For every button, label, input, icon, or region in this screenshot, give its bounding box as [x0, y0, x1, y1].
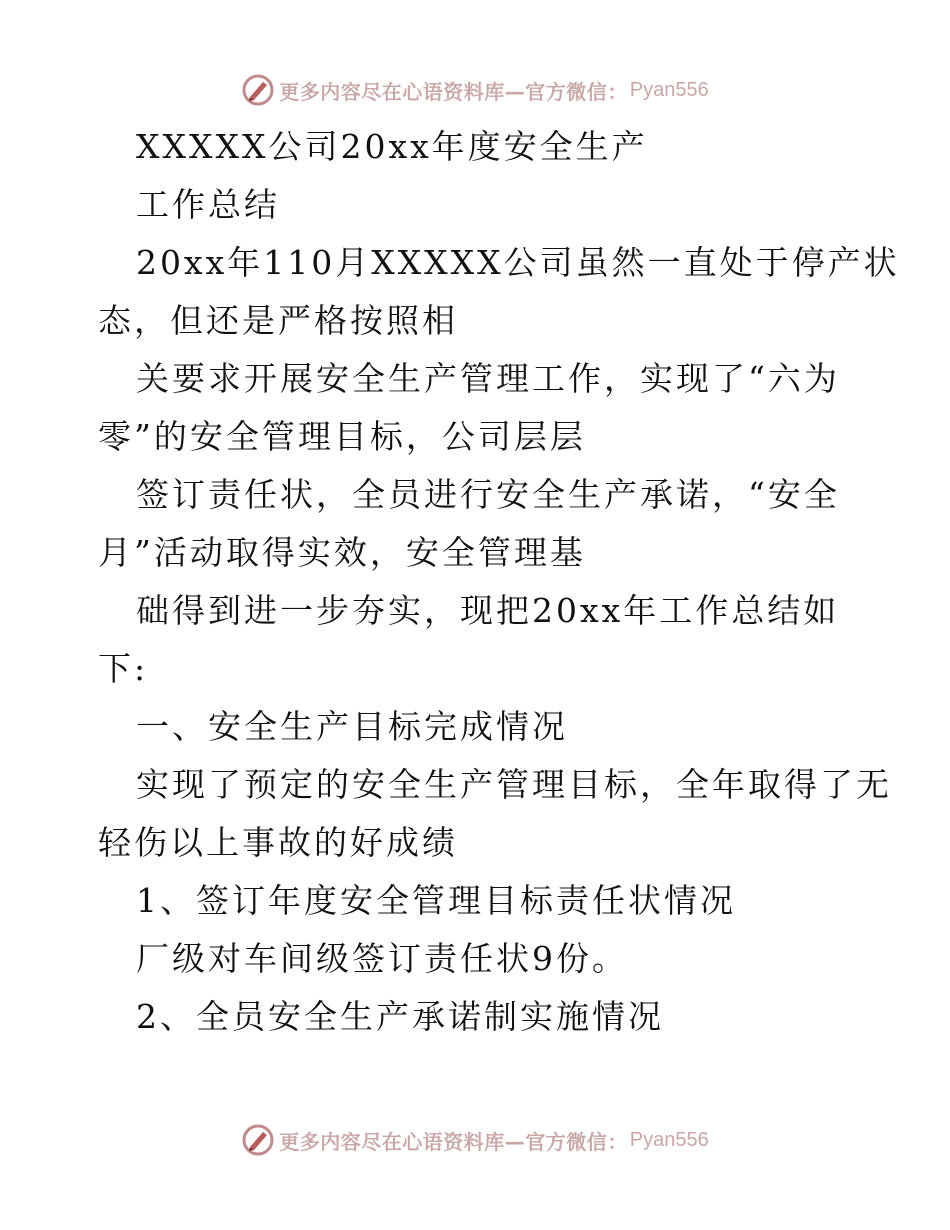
header-watermark-banner [0, 68, 950, 112]
document-body [98, 118, 900, 1046]
pen-logo-icon [241, 73, 275, 107]
pen-logo-icon [241, 1123, 275, 1157]
paragraph-line: 签订责任状，全员进行安全生产承诺，“安全 [136, 475, 840, 514]
paragraph-line: 20xx年110月XXXXX公司虽然一直处于停产状 [136, 243, 900, 282]
document-title-line-2: 工作总结 [136, 185, 280, 224]
section-heading: 一、安全生产目标完成情况 [136, 707, 568, 746]
paragraph-line: 态，但还是严格按照相 [98, 301, 458, 340]
document-title-line-1: XXXXX公司20xx年度安全生产 [136, 127, 648, 166]
paragraph-line: 轻伤以上事故的好成绩 [98, 823, 458, 862]
banner-text: 更多内容尽在心语资料库—官方微信： [279, 79, 628, 104]
paragraph-line: 础得到进一步夯实，现把20xx年工作总结如 [136, 591, 840, 630]
banner-wechat-id: Pyan556 [629, 1128, 709, 1151]
banner-wechat-id: Pyan556 [629, 78, 709, 101]
banner-text: 更多内容尽在心语资料库—官方微信： [279, 1129, 628, 1154]
paragraph-line: 关要求开展安全生产管理工作，实现了“六为 [136, 359, 840, 398]
paragraph-line: 下: [98, 649, 149, 688]
subsection-heading: 1、签订年度安全管理目标责任状情况 [136, 881, 736, 920]
paragraph-line: 零”的安全管理目标，公司层层 [98, 417, 586, 456]
footer-watermark-banner [0, 1118, 950, 1162]
paragraph-line: 月”活动取得实效，安全管理基 [98, 533, 586, 572]
paragraph-line: 实现了预定的安全生产管理目标，全年取得了无 [136, 765, 892, 804]
subsection-heading: 2、全员安全生产承诺制实施情况 [136, 997, 664, 1036]
paragraph-line: 厂级对车间级签订责任状9份。 [136, 939, 628, 978]
